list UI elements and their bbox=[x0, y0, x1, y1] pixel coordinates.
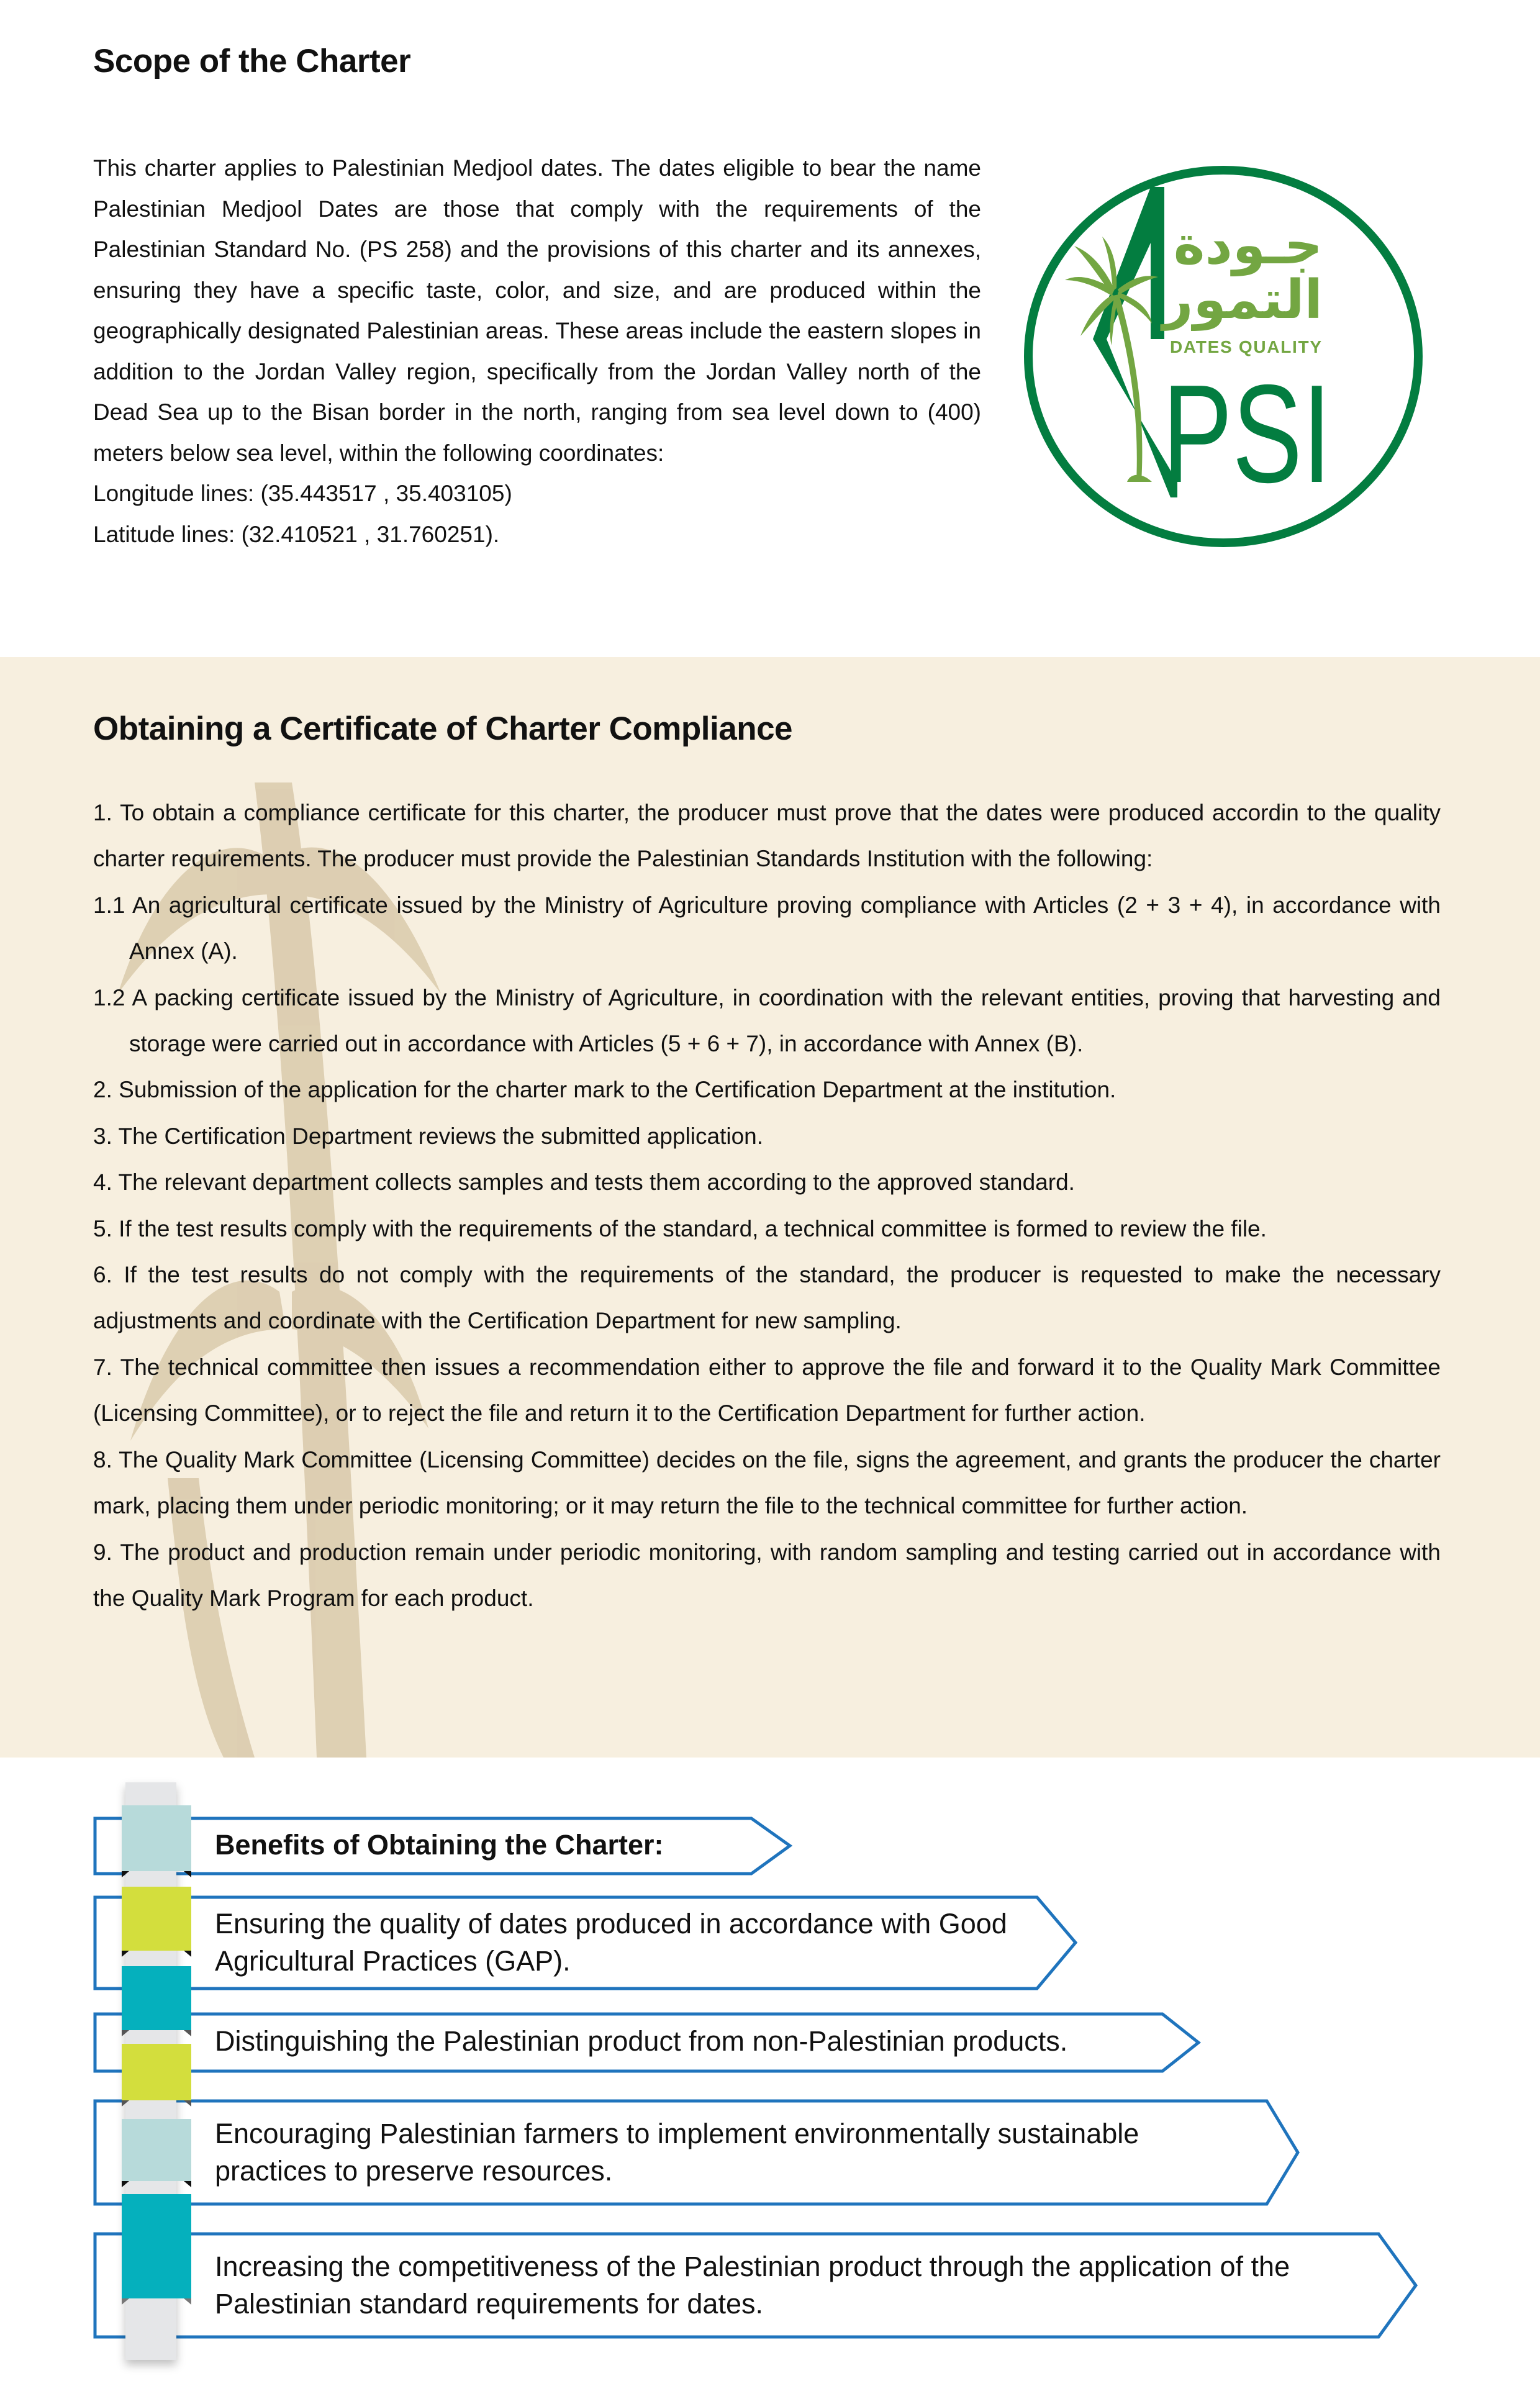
spine-segment bbox=[122, 2044, 191, 2100]
logo-arabic-line2: التمور bbox=[1162, 269, 1323, 331]
scope-paragraph: This charter applies to Palestinian Medjool dates. The dates eligible to bear the name Palestinian Medjool Dates are those that comply with the requirements of the Palestinian Standard No. (PS 258) and the provisions of this charter and its annexes, ensuring they have a specific taste, color, and size, and are produced within the geographically designated Palestinian areas. These areas include the eastern slopes in addition to the Jordan Valley region, specifically from the Jordan Valley north of the Dead Sea up to the Bisan border in the north, ranging from sea level down to (400) meters below sea level, within the following coordinates: bbox=[93, 155, 981, 466]
logo-arabic-line1: جـودة bbox=[1173, 214, 1323, 276]
compliance-step: 9. The product and production remain under periodic monitoring, with random sampling and testing carried out in accordance with the Quality Mark Program for each product. bbox=[93, 1539, 1441, 1611]
fold-notch bbox=[184, 2030, 191, 2036]
compliance-steps-list bbox=[93, 790, 1441, 1622]
compliance-title: Obtaining a Certificate of Charter Compliance bbox=[93, 710, 793, 747]
fold-notch bbox=[122, 2030, 129, 2036]
scope-title: Scope of the Charter bbox=[93, 43, 411, 79]
benefit-box bbox=[93, 2099, 1304, 2206]
longitude-line: Longitude lines: (35.443517 , 35.403105) bbox=[93, 481, 512, 506]
compliance-substep: 1.2 A packing certificate issued by the Ministry of Agriculture, in coordination with the relevant entities, proving that harvesting and storage were carried out in accordance with Articles (5 + 6 + 7), in accordance with Annex (B). bbox=[93, 984, 1441, 1057]
fold-notch bbox=[184, 2100, 191, 2107]
compliance-step: 5. If the test results comply with the requirements of the standard, a technical committee is formed to review the file. bbox=[93, 1215, 1267, 1241]
logo-acronym: PSI bbox=[1162, 355, 1331, 512]
fold-notch bbox=[184, 2181, 191, 2187]
spine-segment bbox=[122, 2194, 191, 2298]
spine-segment bbox=[122, 1887, 191, 1951]
psi-dates-quality-logo bbox=[1018, 159, 1428, 550]
benefit-text: Increasing the competitiveness of the Palestinian product through the application of the Palestinian standard requirements for dates. bbox=[215, 2251, 1290, 2320]
benefit-box bbox=[93, 2232, 1422, 2339]
fold-notch bbox=[184, 1951, 191, 1957]
benefits-heading: Benefits of Obtaining the Charter: bbox=[215, 1829, 664, 1861]
compliance-step: 7. The technical committee then issues a recommendation either to approve the file and forward it to the Quality Mark Committee (Licensing Committee), or to reject the file and return it to the Certification Department for further action. bbox=[93, 1354, 1441, 1427]
benefits-heading-box bbox=[93, 1817, 795, 1876]
logo-english-text: DATES QUALITY bbox=[1170, 337, 1321, 356]
compliance-step: 3. The Certification Department reviews the submitted application. bbox=[93, 1123, 764, 1149]
fold-notch bbox=[122, 2298, 129, 2305]
fold-notch bbox=[184, 2298, 191, 2305]
benefit-text: Encouraging Palestinian farmers to implement environmentally sustainable practices to preserve resources. bbox=[215, 2118, 1139, 2187]
compliance-step: 6. If the test results do not comply with the requirements of the standard, the producer is requested to make the necessary adjustments and coordinate with the Certification Department for new sampling. bbox=[93, 1262, 1441, 1334]
benefit-box bbox=[93, 2012, 1198, 2073]
scope-body bbox=[93, 148, 981, 555]
benefit-text: Distinguishing the Palestinian product from non-Palestinian products. bbox=[215, 2025, 1068, 2057]
fold-notch bbox=[122, 2100, 129, 2107]
compliance-step: 4. The relevant department collects samples and tests them according to the approved standard. bbox=[93, 1169, 1075, 1195]
spine-segment bbox=[122, 1805, 191, 1871]
compliance-step: 2. Submission of the application for the charter mark to the Certification Department at the institution. bbox=[93, 1077, 1116, 1103]
compliance-step: 1. To obtain a compliance certificate for this charter, the producer must prove that the dates were produced accordin to the quality charter requirements. The producer must provide the Palestinian Standards Institution with the following: bbox=[93, 800, 1441, 872]
fold-notch bbox=[184, 1871, 191, 1877]
spine-segment bbox=[122, 1966, 191, 2030]
compliance-substep: 1.1 An agricultural certificate issued by the Ministry of Agriculture proving compliance with Articles (2 + 3 + 4), in accordance with Annex (A). bbox=[93, 892, 1441, 964]
logo-graphic bbox=[1018, 159, 1428, 550]
benefit-box bbox=[93, 1895, 1080, 1990]
fold-notch bbox=[122, 2181, 129, 2187]
compliance-step: 8. The Quality Mark Committee (Licensing Committee) decides on the file, signs the agreement, and grants the producer the charter mark, placing them under periodic monitoring; or it may return the file to the technical committee for further action. bbox=[93, 1446, 1441, 1519]
latitude-line: Latitude lines: (32.410521 , 31.760251). bbox=[93, 521, 500, 547]
fold-notch bbox=[122, 1951, 129, 1957]
benefit-text: Ensuring the quality of dates produced in accordance with Good Agricultural Practices (GAP). bbox=[215, 1908, 1007, 1977]
spine-segment bbox=[122, 2119, 191, 2181]
fold-notch bbox=[122, 1871, 129, 1877]
